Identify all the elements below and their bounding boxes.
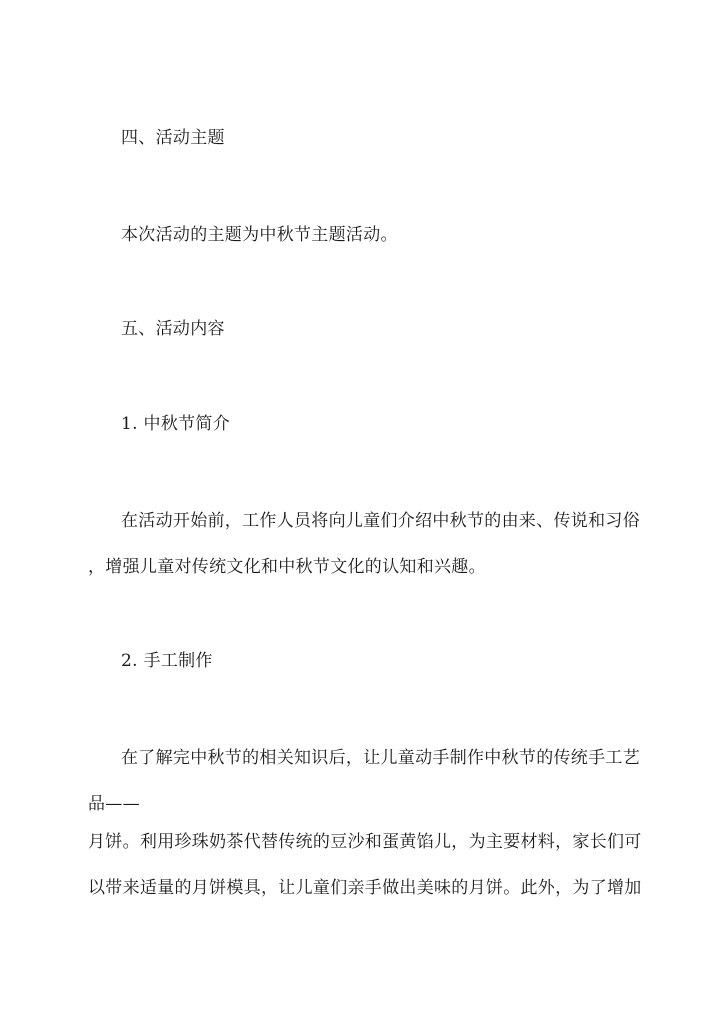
item-2-body-line: 在了解完中秋节的相关知识后，让儿童动手制作中秋节的传统手工艺 [121, 748, 640, 768]
item-2-body-line: 以带来适量的月饼模具，让儿童们亲手做出美味的月饼。此外，为了增加 [88, 878, 642, 898]
section-4-heading: 四、活动主题 [121, 128, 225, 148]
item-2-body-line: 品—— [88, 794, 140, 814]
section-5-heading: 五、活动内容 [121, 319, 225, 339]
section-4-body: 本次活动的主题为中秋节主题活动。 [121, 225, 398, 245]
item-1-heading: 1. 中秋节简介 [121, 414, 231, 434]
item-2-heading: 2. 手工制作 [121, 651, 213, 671]
item-2-body-line: 月饼。利用珍珠奶茶代替传统的豆沙和蛋黄馅儿，为主要材料，家长们可 [88, 832, 642, 852]
item-1-body-line: ，增强儿童对传统文化和中秋节文化的认知和兴趣。 [88, 557, 486, 577]
item-1-body-line: 在活动开始前，工作人员将向儿童们介绍中秋节的由来、传说和习俗 [121, 511, 640, 531]
